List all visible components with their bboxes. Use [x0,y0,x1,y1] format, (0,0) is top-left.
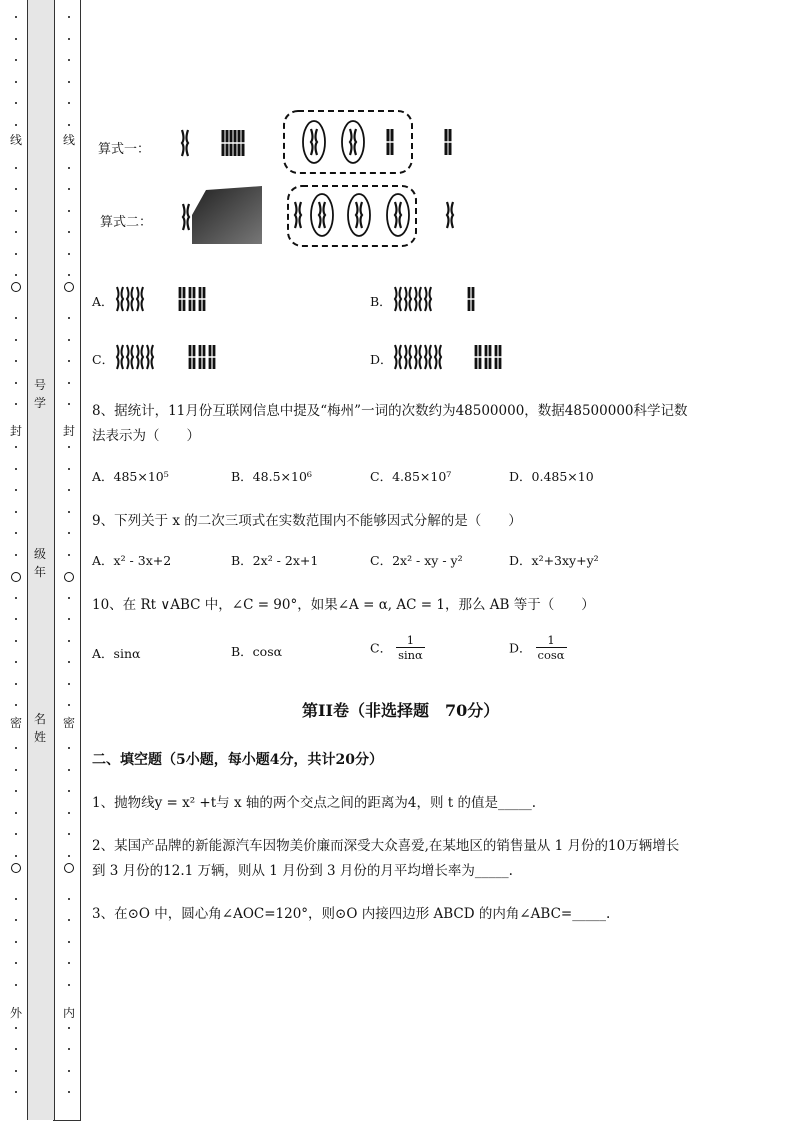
q8-text-line1: 8、据统计，11月份互联网信息中提及“梅州”一词的次数约为48500000，数据48500000科学记数 [92,403,688,419]
cut-line-dot [68,640,70,642]
part2-title: 第II卷（非选择题 70分） [302,701,500,720]
cut-line-dot [15,403,17,405]
cut-line-dot [15,661,17,663]
q8-option-c: C．4.85×10⁷ [370,469,452,484]
q9-option-c: C．2x² - xy - y² [370,553,463,568]
inner-cut-label-4: 内 [62,1006,75,1020]
q10-option-d-fraction [536,633,567,662]
figure-row1-label: 算式一： [98,142,151,157]
cut-line-dot [68,683,70,685]
cut-line-dot [68,618,70,620]
cut-line-dot [68,1048,70,1050]
cut-line-dot [68,855,70,857]
q9-option-a: A．x² - 3x+2 [92,553,172,568]
cut-line-dot [68,769,70,771]
grade-field-label: 级年 [33,547,46,579]
cut-line-dot [15,984,17,986]
cut-line-dot [15,554,17,556]
fill-question-2-line2: 到 3 月份的12.1 万辆，则从 1 月份到 3 月份的月平均增长率为_____. [92,863,513,879]
figure-row2-label: 算式二： [100,215,153,230]
cut-line-dot [68,962,70,964]
cut-line-dot [15,511,17,513]
cut-line-dot [68,941,70,943]
outer-cut-label-4: 外 [9,1006,22,1020]
cut-line-dot [68,489,70,491]
cut-line-dot [68,812,70,814]
q10-option-d-letter: D． [509,640,532,656]
fill-question-1: 1、抛物线y = x² +t与 x 轴的两个交点之间的距离为4，则 t 的值是_____. [92,795,536,811]
cut-line-dot [68,511,70,513]
q7-option-c: C． [92,352,115,367]
cut-line-dot [68,554,70,556]
inner-cut-label-2: 封 [62,424,75,438]
outer-cut-label-3: 密 [9,716,22,730]
cut-line-dot [15,1070,17,1072]
student-number-field-label: 号学 [33,378,46,410]
cut-line-dot [68,919,70,921]
q8-option-a: A．485×10⁵ [92,469,169,484]
q8-option-d: D．0.485×10 [509,469,594,484]
cut-line-dot [68,446,70,448]
q9-text: 9、下列关于 x 的二次三项式在实数范围内不能够因式分解的是（ ） [92,513,522,529]
cut-line-dot [15,618,17,620]
q10-option-c [370,633,425,662]
outer-circle-mark [11,572,21,582]
q7-option-diagrams [0,0,794,400]
cut-line-dot [68,403,70,405]
cut-line-dot [15,468,17,470]
cut-line-dot [68,1091,70,1093]
cut-line-dot [68,984,70,986]
cut-line-dot [68,898,70,900]
outer-cut-label-1: 线 [9,133,22,147]
outer-cut-label-2: 封 [9,424,22,438]
cut-line-dot [15,962,17,964]
fill-in-section-title: 二、填空题（5小题，每小题4分，共计20分） [92,752,383,768]
inner-circle-mark [64,863,74,873]
cut-line-dot [15,769,17,771]
cut-line-dot [15,941,17,943]
cut-line-dot [15,812,17,814]
cut-line-dot [68,597,70,599]
q10-option-b: B．cosα [231,644,283,659]
cut-line-dot [68,1070,70,1072]
q7-option-a: A． [92,294,114,309]
cut-line-dot [15,747,17,749]
cut-line-dot [68,661,70,663]
cut-line-dot [15,790,17,792]
cut-line-dot [15,446,17,448]
cut-line-dot [68,1027,70,1029]
cut-line-dot [15,898,17,900]
cut-line-dot [68,747,70,749]
inner-cut-label-1: 线 [62,133,75,147]
fraction-numerator: 1 [547,633,555,647]
q9-option-d: D．x²+3xy+y² [509,553,599,568]
cut-line-dot [15,919,17,921]
fraction-denominator: sinα [398,648,423,662]
cut-line-dot [68,468,70,470]
cut-line-dot [15,683,17,685]
fill-question-3: 3、在⊙O 中，圆心角∠AOC=120°，则⊙O 内接四边形 ABCD 的内角∠ABC=_____. [92,906,611,922]
fraction-denominator: cosα [537,648,565,662]
q10-option-c-fraction [396,633,425,662]
fill-question-2-line1: 2、某国产品牌的新能源汽车因物美价廉而深受大众喜爱,在某地区的销售量从 1 月份的10万辆增长 [92,838,680,854]
q10-option-c-letter: C． [370,640,393,656]
fraction-numerator: 1 [406,633,415,647]
cut-line-dot [68,704,70,706]
cut-line-dot [15,597,17,599]
margin-border-bottom [53,1120,81,1121]
q7-option-d: D． [370,352,393,367]
q8-option-b: B．48.5×10⁶ [231,469,312,484]
cut-line-dot [15,1091,17,1093]
q10-text: 10、在 Rt ∨ABC 中，∠C = 90°，如果∠A = α, AC = 1，那么 AB 等于（ ） [92,597,595,613]
q7-option-b: B． [370,294,392,309]
inner-cut-label-3: 密 [62,716,75,730]
cut-line-dot [68,790,70,792]
cut-line-dot [15,1027,17,1029]
cut-line-dot [15,532,17,534]
q9-option-b: B．2x² - 2x+1 [231,553,319,568]
name-field-label: 名姓 [33,712,46,744]
cut-line-dot [15,1048,17,1050]
inner-circle-mark [64,572,74,582]
q8-text-line2: 法表示为（ ） [92,428,200,444]
q10-option-a: A．sinα [92,646,141,661]
cut-line-dot [15,640,17,642]
q10-option-d [509,633,567,662]
cut-line-dot [15,855,17,857]
cut-line-dot [15,704,17,706]
cut-line-dot [15,833,17,835]
cut-line-dot [68,532,70,534]
outer-circle-mark [11,863,21,873]
cut-line-dot [15,489,17,491]
cut-line-dot [68,833,70,835]
